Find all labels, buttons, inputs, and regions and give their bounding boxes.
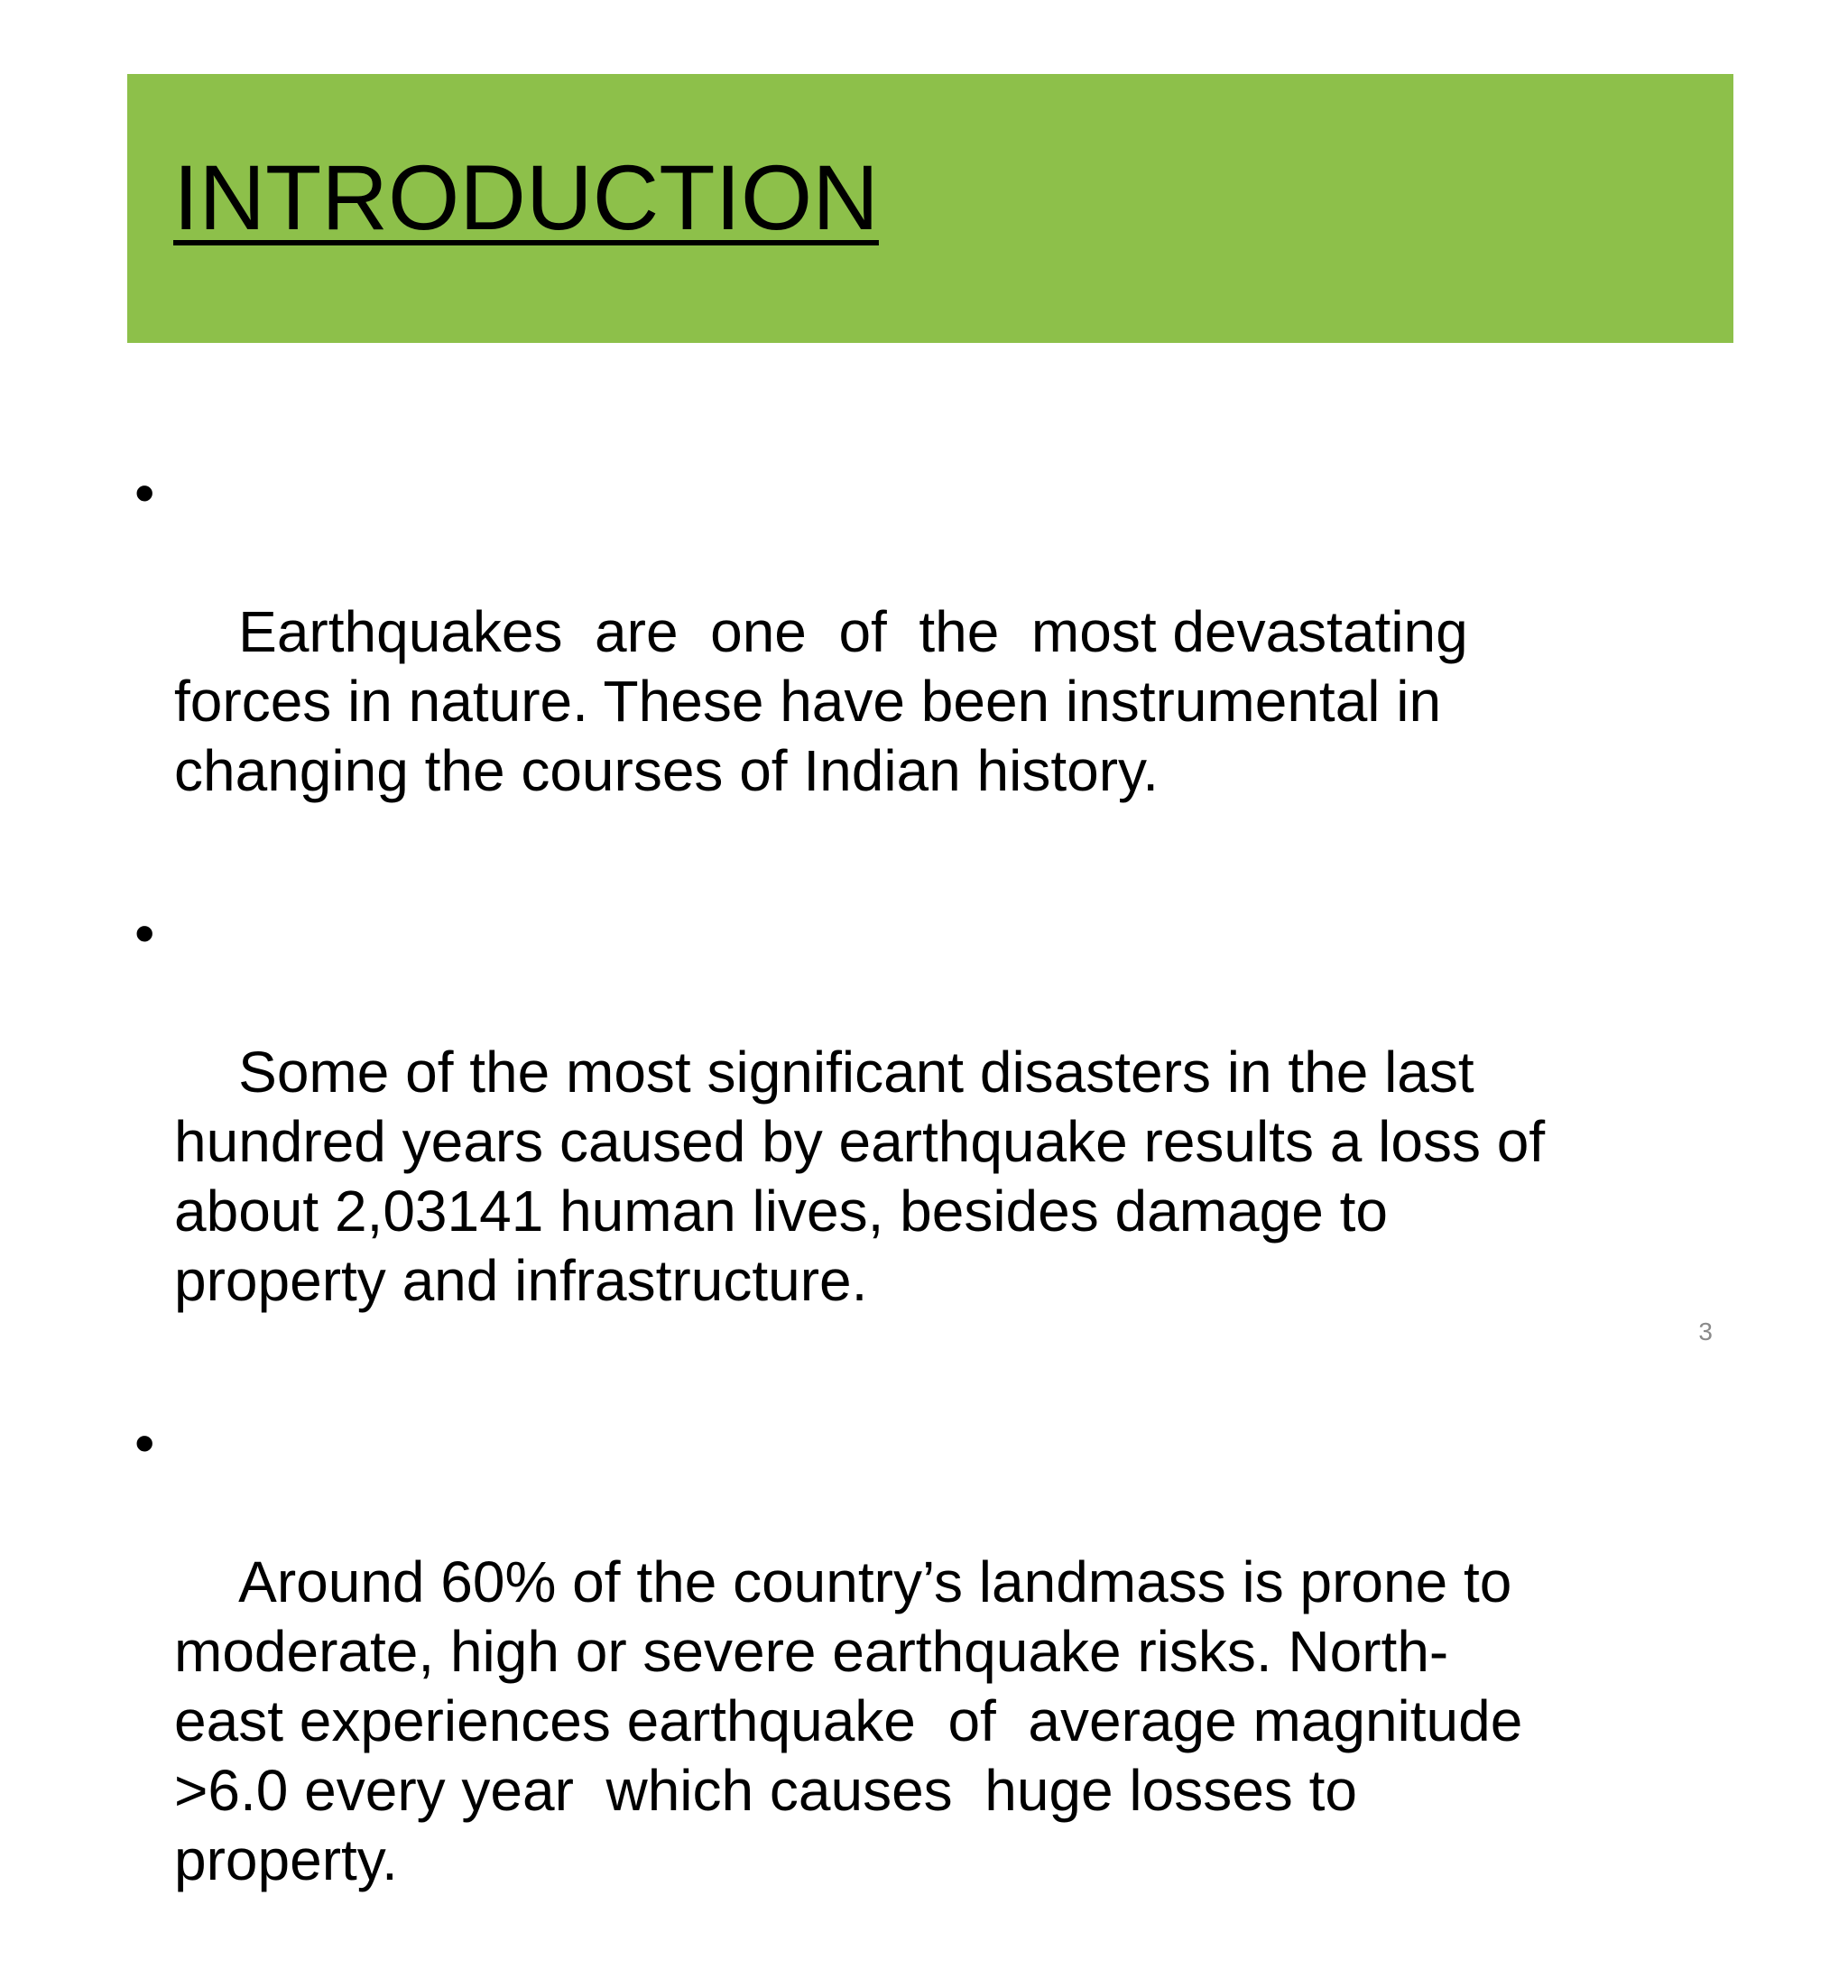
bullet-item [127, 899, 1742, 1385]
title-banner [127, 74, 1733, 343]
page-number: 3 [1698, 1318, 1713, 1345]
bullet-text: Earthquakes are one of the most devastating forces in nature. These have been instrumental in changing the courses of Indian history. [174, 599, 1468, 803]
bullet-icon: • [134, 1410, 155, 1475]
slide-title: INTRODUCTION [173, 146, 879, 249]
bullet-item [127, 458, 1742, 875]
bullet-icon: • [134, 460, 155, 525]
bullet-list [127, 458, 1742, 1988]
bullet-item [127, 1409, 1742, 1965]
bullet-text: Around 60% of the country’s landmass is prone to moderate, high or severe earthquake risks. North- east experiences earthquake of average magnitude >6.0 every year which causes huge losses to property. [174, 1549, 1523, 1892]
bullet-icon: • [134, 901, 155, 966]
bullet-text: Some of the most significant disasters in the last hundred years caused by earthquake results a loss of about 2,03141 human lives, besides damage to property and infrastructure. [174, 1040, 1546, 1313]
